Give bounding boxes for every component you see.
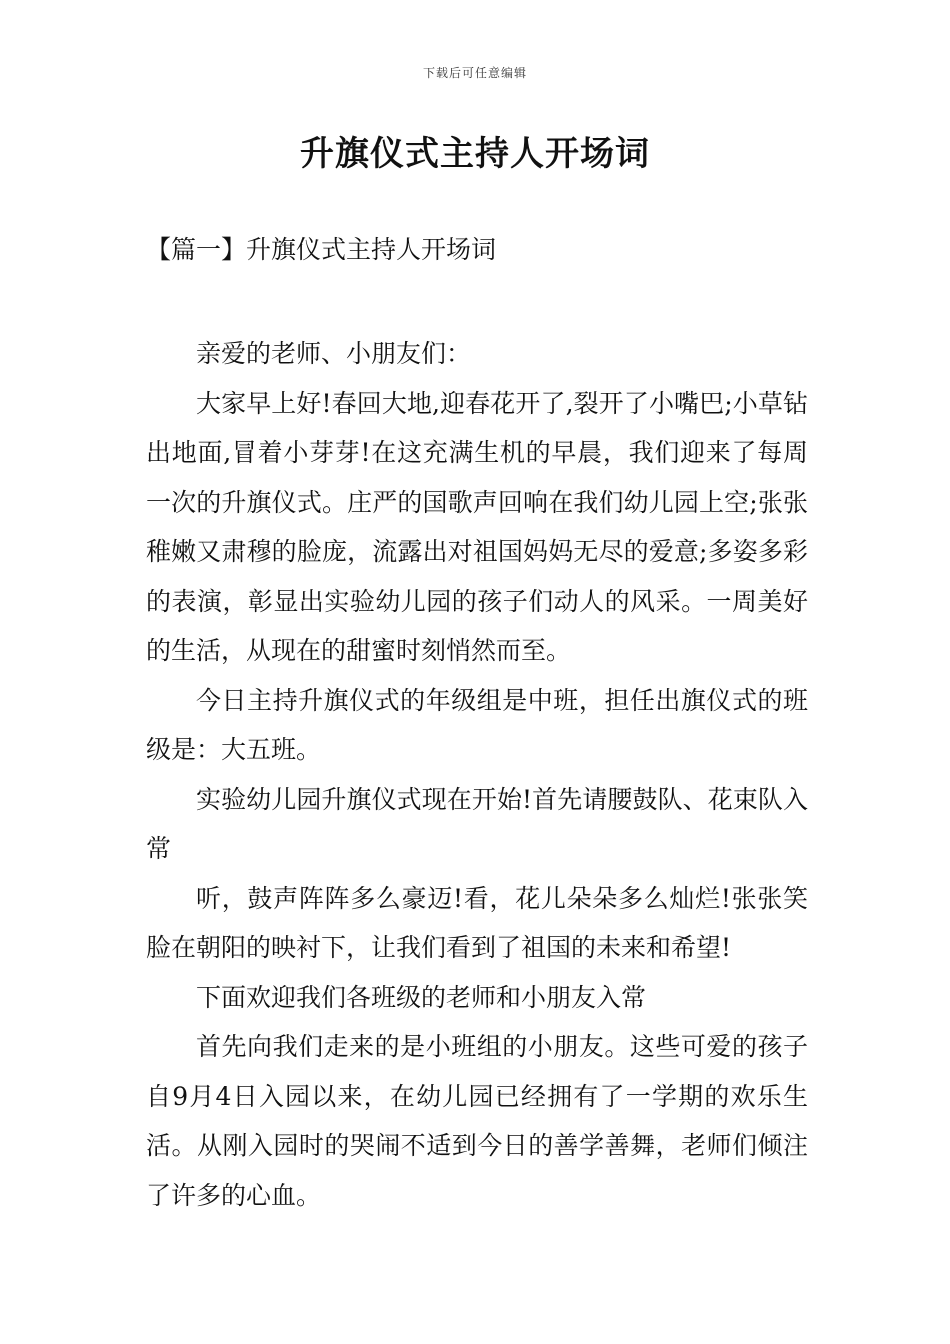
- document-title: 升旗仪式主持人开场词: [300, 134, 650, 174]
- header-note: 下载后可任意编辑: [422, 66, 527, 80]
- paragraph-drums-flowers: 听，鼓声阵阵多么豪迈!看，花儿朵朵多么灿烂!张张笑脸在朝阳的映衬下，让我们看到了祖国的未来和希望!: [146, 883, 808, 962]
- paragraph-ceremony-start: 实验幼儿园升旗仪式现在开始!首先请腰鼓队、花束队入常: [146, 784, 808, 863]
- paragraph-small-class: 首先向我们走来的是小班组的小朋友。这些可爱的孩子自9月4日入园以来，在幼儿园已经拥有了一学期的欢乐生活。从刚入园时的哭闹不适到今日的善学善舞，老师们倾注了许多的心血。: [146, 1032, 808, 1210]
- section-heading: 【篇一】升旗仪式主持人开场词: [146, 235, 497, 264]
- paragraph-host-class: 今日主持升旗仪式的年级组是中班，担任出旗仪式的班级是：大五班。: [146, 685, 808, 764]
- paragraph-greeting: 亲爱的老师、小朋友们：: [196, 339, 472, 368]
- document-body: [146, 329, 808, 1220]
- paragraph-opening: 大家早上好!春回大地,迎春花开了,裂开了小嘴巴;小草钻出地面,冒着小芽芽!在这充满生机的早晨，我们迎来了每周一次的升旗仪式。庄严的国歌声回响在我们幼儿园上空;张张稚嫩又肃穆的脸庞，流露出对祖国妈妈无尽的爱意;多姿多彩的表演，彰显出实验幼儿园的孩子们动人的风采。一周美好的生活，从现在的甜蜜时刻悄然而至。: [146, 388, 808, 665]
- paragraph-welcome: 下面欢迎我们各班级的老师和小朋友入常: [196, 982, 647, 1012]
